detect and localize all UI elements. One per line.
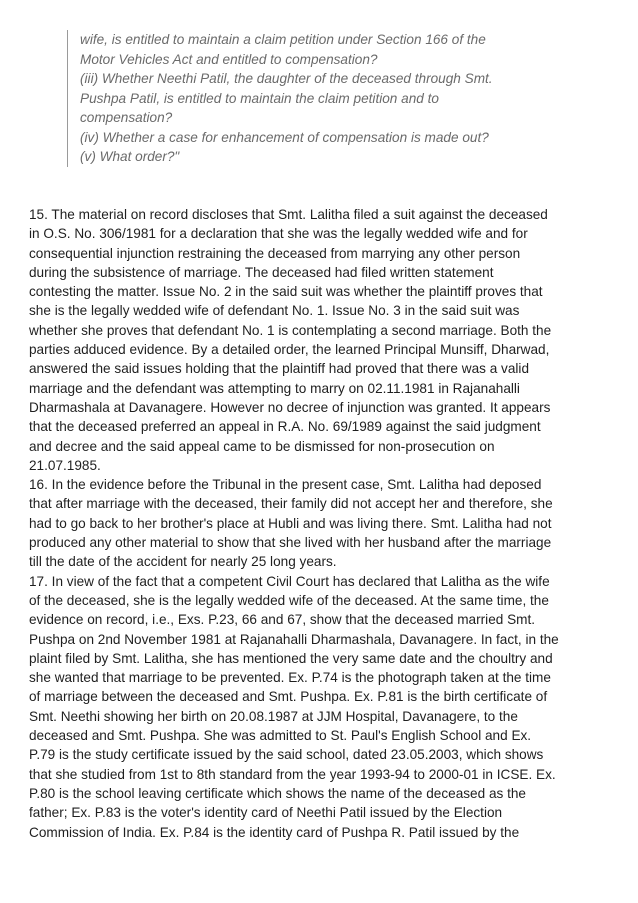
text-line: till the date of the accident for nearly 25 long years. bbox=[29, 554, 337, 570]
text-line: of the deceased, she is the legally wedded wife of the deceased. At the same time, the bbox=[29, 592, 549, 608]
text-line: P.79 is the study certificate issued by the said school, dated 23.05.2003, which shows bbox=[29, 747, 544, 763]
blockquote bbox=[67, 30, 620, 167]
text-line: Commission of India. Ex. P.84 is the identity card of Pushpa R. Patil issued by the bbox=[29, 824, 520, 840]
text-line: 21.07.1985. bbox=[29, 457, 101, 473]
text-line: had to go back to her brother's place at Hubli and was living there. Smt. Lalitha had not bbox=[29, 515, 552, 531]
text-line: that after marriage with the deceased, their family did not accept her and therefore, she bbox=[29, 496, 553, 512]
text-line: whether she proves that defendant No. 1 is contemplating a second marriage. Both the bbox=[29, 322, 552, 338]
text-line: during the subsistence of marriage. The deceased had filed written statement bbox=[29, 264, 494, 280]
quote-line: wife, is entitled to maintain a claim petition under Section 166 of the bbox=[80, 32, 486, 47]
text-line: in O.S. No. 306/1981 for a declaration that she was the legally wedded wife and for bbox=[29, 226, 528, 242]
text-line: father; Ex. P.83 is the voter's identity card of Neethi Patil issued by the Election bbox=[29, 805, 503, 821]
text-line: 16. In the evidence before the Tribunal in the present case, Smt. Lalitha had deposed bbox=[29, 477, 542, 493]
text-line: of marriage between the deceased and Smt. Pushpa. Ex. P.81 is the birth certificate of bbox=[29, 689, 548, 705]
text-line: she wanted that marriage to be prevented. Ex. P.74 is the photograph taken at the time bbox=[29, 670, 551, 686]
text-line: that the deceased preferred an appeal in R.A. No. 69/1989 against the said judgment bbox=[29, 419, 541, 435]
text-line: Smt. Neethi showing her birth on 20.08.1987 at JJM Hospital, Davanagere, to the bbox=[29, 708, 518, 724]
quote-line: Pushpa Patil, is entitled to maintain the claim petition and to bbox=[80, 90, 439, 106]
text-line: deceased and Smt. Pushpa. She was admitted to St. Paul's English School and Ex. bbox=[29, 728, 532, 744]
quote-line: compensation? bbox=[80, 110, 173, 125]
quote-line: (iii) Whether Neethi Patil, the daughter of the deceased through Smt. bbox=[80, 71, 493, 86]
text-line: consequential injunction restraining the deceased from marrying any other person bbox=[29, 245, 521, 261]
text-line: contesting the matter. Issue No. 2 in the said suit was whether the plaintiff proves that bbox=[29, 284, 543, 300]
text-line: 15. The material on record discloses that Smt. Lalitha filed a suit against the deceased bbox=[29, 207, 548, 222]
text-line: P.80 is the school leaving certificate which shows the name of the deceased as the bbox=[29, 785, 526, 801]
text-line: Dharmashala at Davanagere. However no decree of injunction was granted. It appears bbox=[29, 399, 551, 415]
text-line: and decree and the said appeal came to be dismissed for non-prosecution on bbox=[29, 438, 495, 454]
text-line: she is the legally wedded wife of defendant No. 1. Issue No. 3 in the said suit was bbox=[29, 303, 520, 319]
text-line: answered the said issues holding that the plaintiff had proved that there was a valid bbox=[29, 361, 530, 377]
text-line: produced any other material to show that she lived with her husband after the marriage bbox=[29, 535, 552, 551]
text-line: plaint filed by Smt. Lalitha, she has mentioned the very same date and the choultry and bbox=[29, 650, 553, 666]
quote-line: Motor Vehicles Act and entitled to compensation? bbox=[80, 51, 378, 67]
text-line: Pushpa on 2nd November 1981 at Rajanahalli Dharmashala, Davanagere. In fact, in the bbox=[29, 631, 559, 647]
text-line: parties adduced evidence. By a detailed order, the learned Principal Munsiff, Dharwad, bbox=[29, 342, 550, 358]
text-line: 17. In view of the fact that a competent Civil Court has declared that Lalitha as the wife bbox=[29, 573, 550, 589]
text-line: marriage and the defendant was attempting to marry on 02.11.1981 in Rajanahalli bbox=[29, 380, 520, 396]
quote-line: (v) What order?" bbox=[80, 149, 180, 164]
text-line: evidence on record, i.e., Exs. P.23, 66 and 67, show that the deceased married Smt. bbox=[29, 612, 536, 628]
quote-line: (iv) Whether a case for enhancement of compensation is made out? bbox=[80, 129, 489, 145]
body-text bbox=[29, 205, 619, 842]
text-line: that she studied from 1st to 8th standard from the year 1993-94 to 2000-01 in ICSE. Ex. bbox=[29, 766, 556, 782]
